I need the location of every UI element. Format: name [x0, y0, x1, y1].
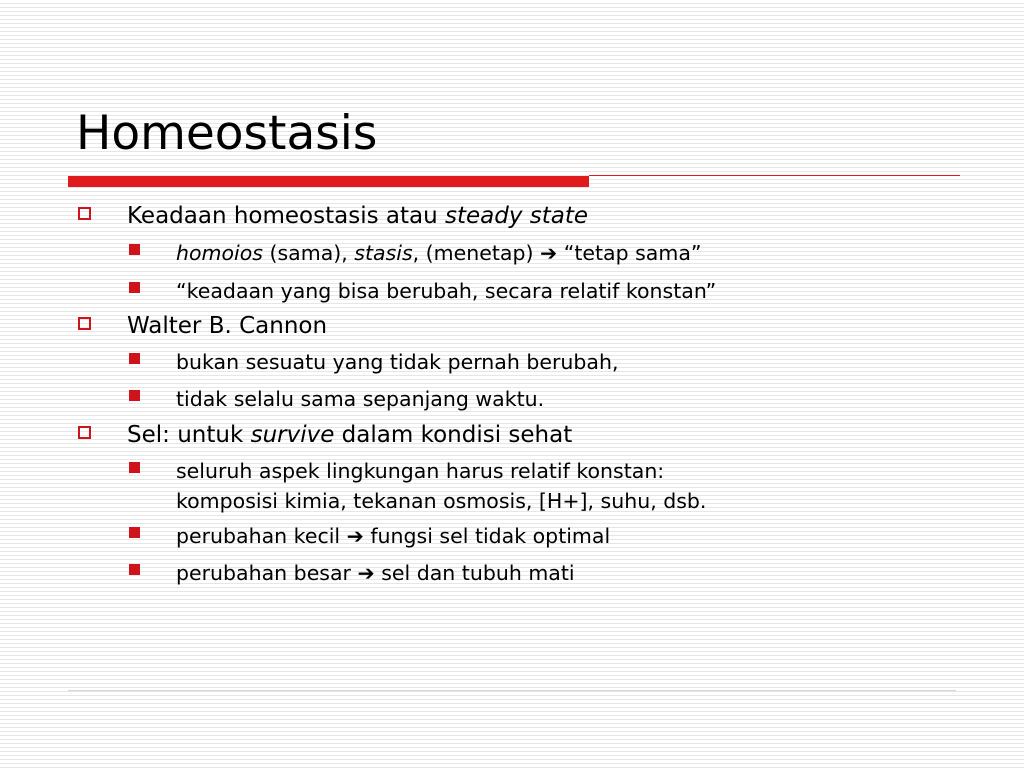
list-item: Walter B. Cannon — [127, 313, 328, 339]
filled-square-icon — [129, 390, 140, 401]
list-subitem-continuation: komposisi kimia, tekanan osmosis, [H+], suhu, dsb. — [176, 489, 707, 513]
right-arrow-icon: ➔ — [357, 561, 375, 585]
filled-square-icon — [129, 244, 140, 255]
filled-square-icon — [129, 282, 140, 293]
filled-square-icon — [129, 564, 140, 575]
list-subitem: bukan sesuatu yang tidak pernah berubah, — [176, 350, 619, 374]
right-arrow-icon: ➔ — [346, 524, 364, 548]
filled-square-icon — [129, 527, 140, 538]
filled-square-icon — [129, 353, 140, 364]
list-subitem: perubahan kecil ➔ fungsi sel tidak optimal — [176, 521, 610, 551]
title-accent-bar — [68, 176, 589, 187]
hollow-square-icon — [78, 317, 91, 330]
footer-divider — [68, 690, 956, 691]
list-subitem: tidak selalu sama sepanjang waktu. — [176, 387, 545, 411]
right-arrow-icon: ➔ — [540, 241, 558, 265]
title-accent-line — [589, 175, 960, 176]
filled-square-icon — [129, 462, 140, 473]
hollow-square-icon — [78, 207, 91, 220]
hollow-square-icon — [78, 426, 91, 439]
list-subitem: “keadaan yang bisa berubah, secara relatif konstan” — [176, 279, 717, 303]
list-item: Keadaan homeostasis atau steady state — [127, 203, 589, 229]
list-subitem: perubahan besar ➔ sel dan tubuh mati — [176, 558, 575, 588]
list-item: Sel: untuk survive dalam kondisi sehat — [127, 422, 573, 448]
list-subitem: seluruh aspek lingkungan harus relatif konstan: — [176, 459, 665, 483]
slide-title: Homeostasis — [76, 106, 378, 161]
list-subitem: homoios (sama), stasis, (menetap) ➔ “tetap sama” — [176, 238, 702, 268]
